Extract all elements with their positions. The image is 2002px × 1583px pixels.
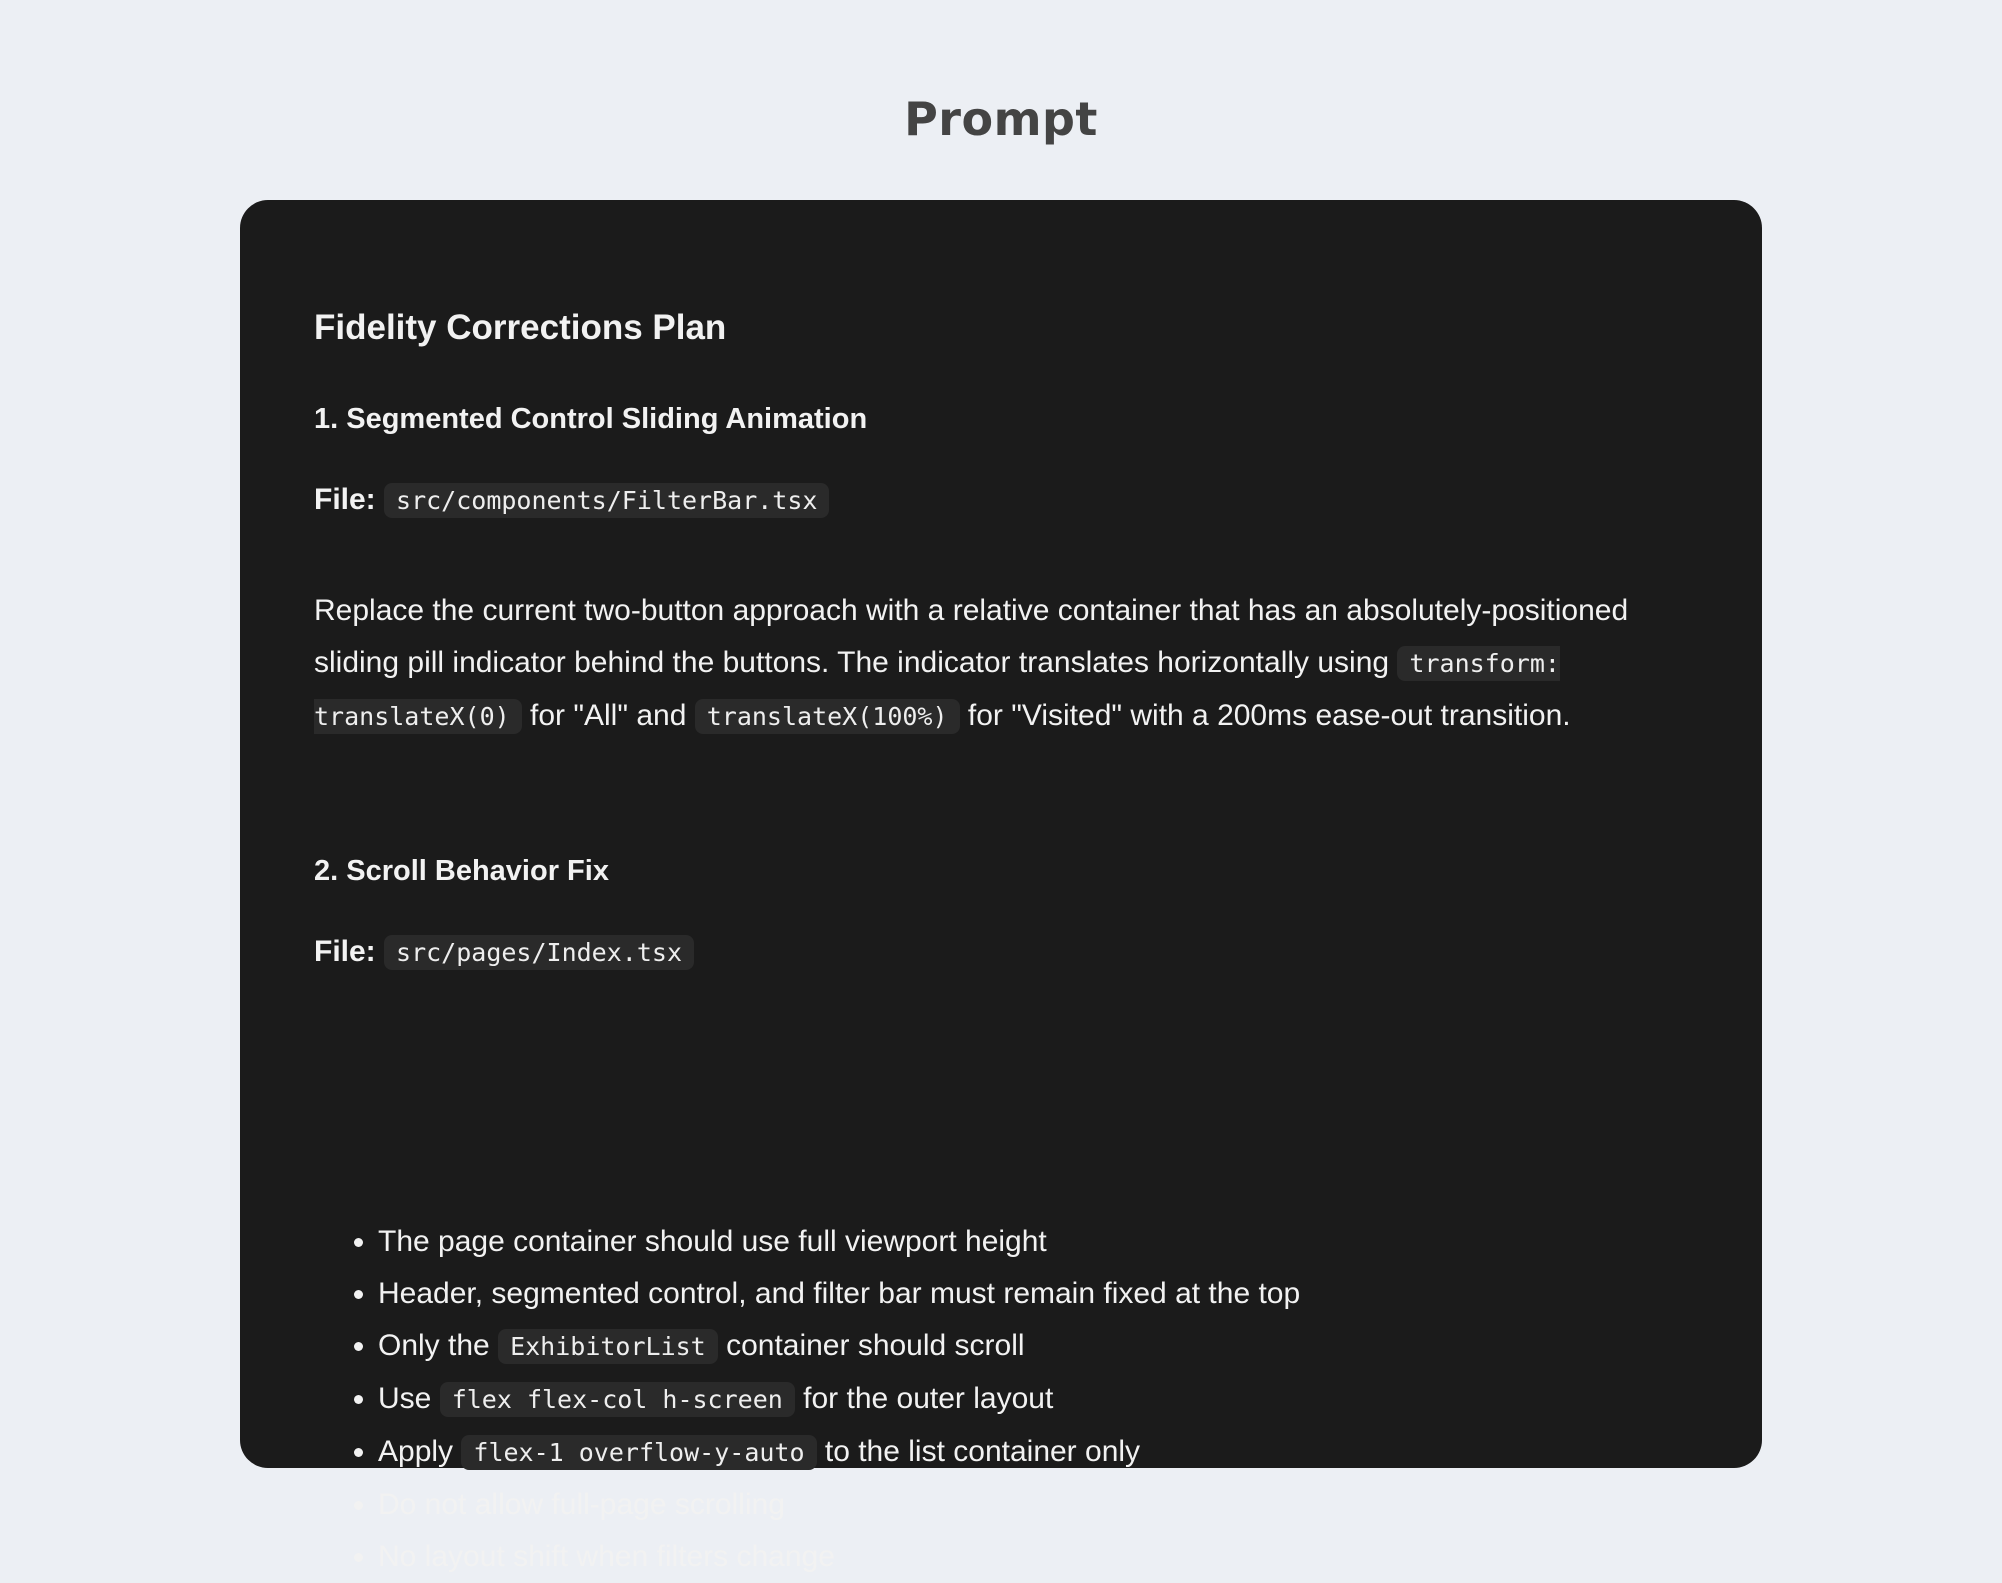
inline-code: ExhibitorList: [498, 1329, 718, 1364]
list-item-text: No layout shift when filters change: [378, 1540, 835, 1573]
section-2-file: [314, 935, 694, 969]
list-item: [378, 1479, 1300, 1531]
list-item-text: Do not allow full-page scrolling: [378, 1488, 785, 1521]
list-item: [378, 1373, 1300, 1426]
list-item: [378, 1268, 1300, 1320]
file-path: src/pages/Index.tsx: [384, 935, 694, 970]
file-path: src/components/FilterBar.tsx: [384, 483, 829, 518]
section-1-heading: 1. Segmented Control Sliding Animation: [314, 403, 868, 435]
list-item-text: Apply: [378, 1435, 462, 1468]
prompt-card: [240, 200, 1762, 1573]
list-item-text: Header, segmented control, and filter bar must remain fixed at the top: [378, 1277, 1301, 1310]
paragraph-text: Replace the current two-button approach with a relative container that has an absolutely-positioned sliding pill indicator behind the buttons. The indicator translates horizontally using: [314, 594, 1629, 679]
document-title: Fidelity Corrections Plan: [314, 308, 727, 347]
section-1-paragraph: [314, 585, 1674, 743]
inline-code: flex flex-col h-screen: [440, 1382, 795, 1417]
list-item-text: The page container should use full viewport height: [378, 1225, 1047, 1258]
section-2-heading: 2. Scroll Behavior Fix: [314, 855, 609, 887]
list-item: [378, 1216, 1300, 1268]
inline-code: flex-1 overflow-y-auto: [461, 1435, 816, 1470]
list-item-text: container should scroll: [717, 1329, 1025, 1362]
file-label: File:: [314, 483, 376, 516]
paragraph-text: for "All" and: [521, 699, 695, 732]
paragraph-text: for "Visited" with a 200ms ease-out transition.: [959, 699, 1571, 732]
list-item-text: Use: [378, 1382, 440, 1415]
list-item: [378, 1320, 1300, 1373]
list-item: [378, 1426, 1300, 1479]
list-item-text: Only the: [378, 1329, 499, 1362]
inline-code: translateX(100%): [695, 699, 960, 734]
inline-code: transform: translateX(0): [314, 646, 1560, 734]
file-label: File:: [314, 935, 376, 968]
requirements-list: [314, 1216, 1300, 1583]
section-1-file: [314, 483, 829, 517]
list-item: [378, 1531, 1300, 1583]
page-title: Prompt: [904, 92, 1098, 146]
list-item-text: for the outer layout: [794, 1382, 1054, 1415]
list-item-text: to the list container only: [816, 1435, 1141, 1468]
